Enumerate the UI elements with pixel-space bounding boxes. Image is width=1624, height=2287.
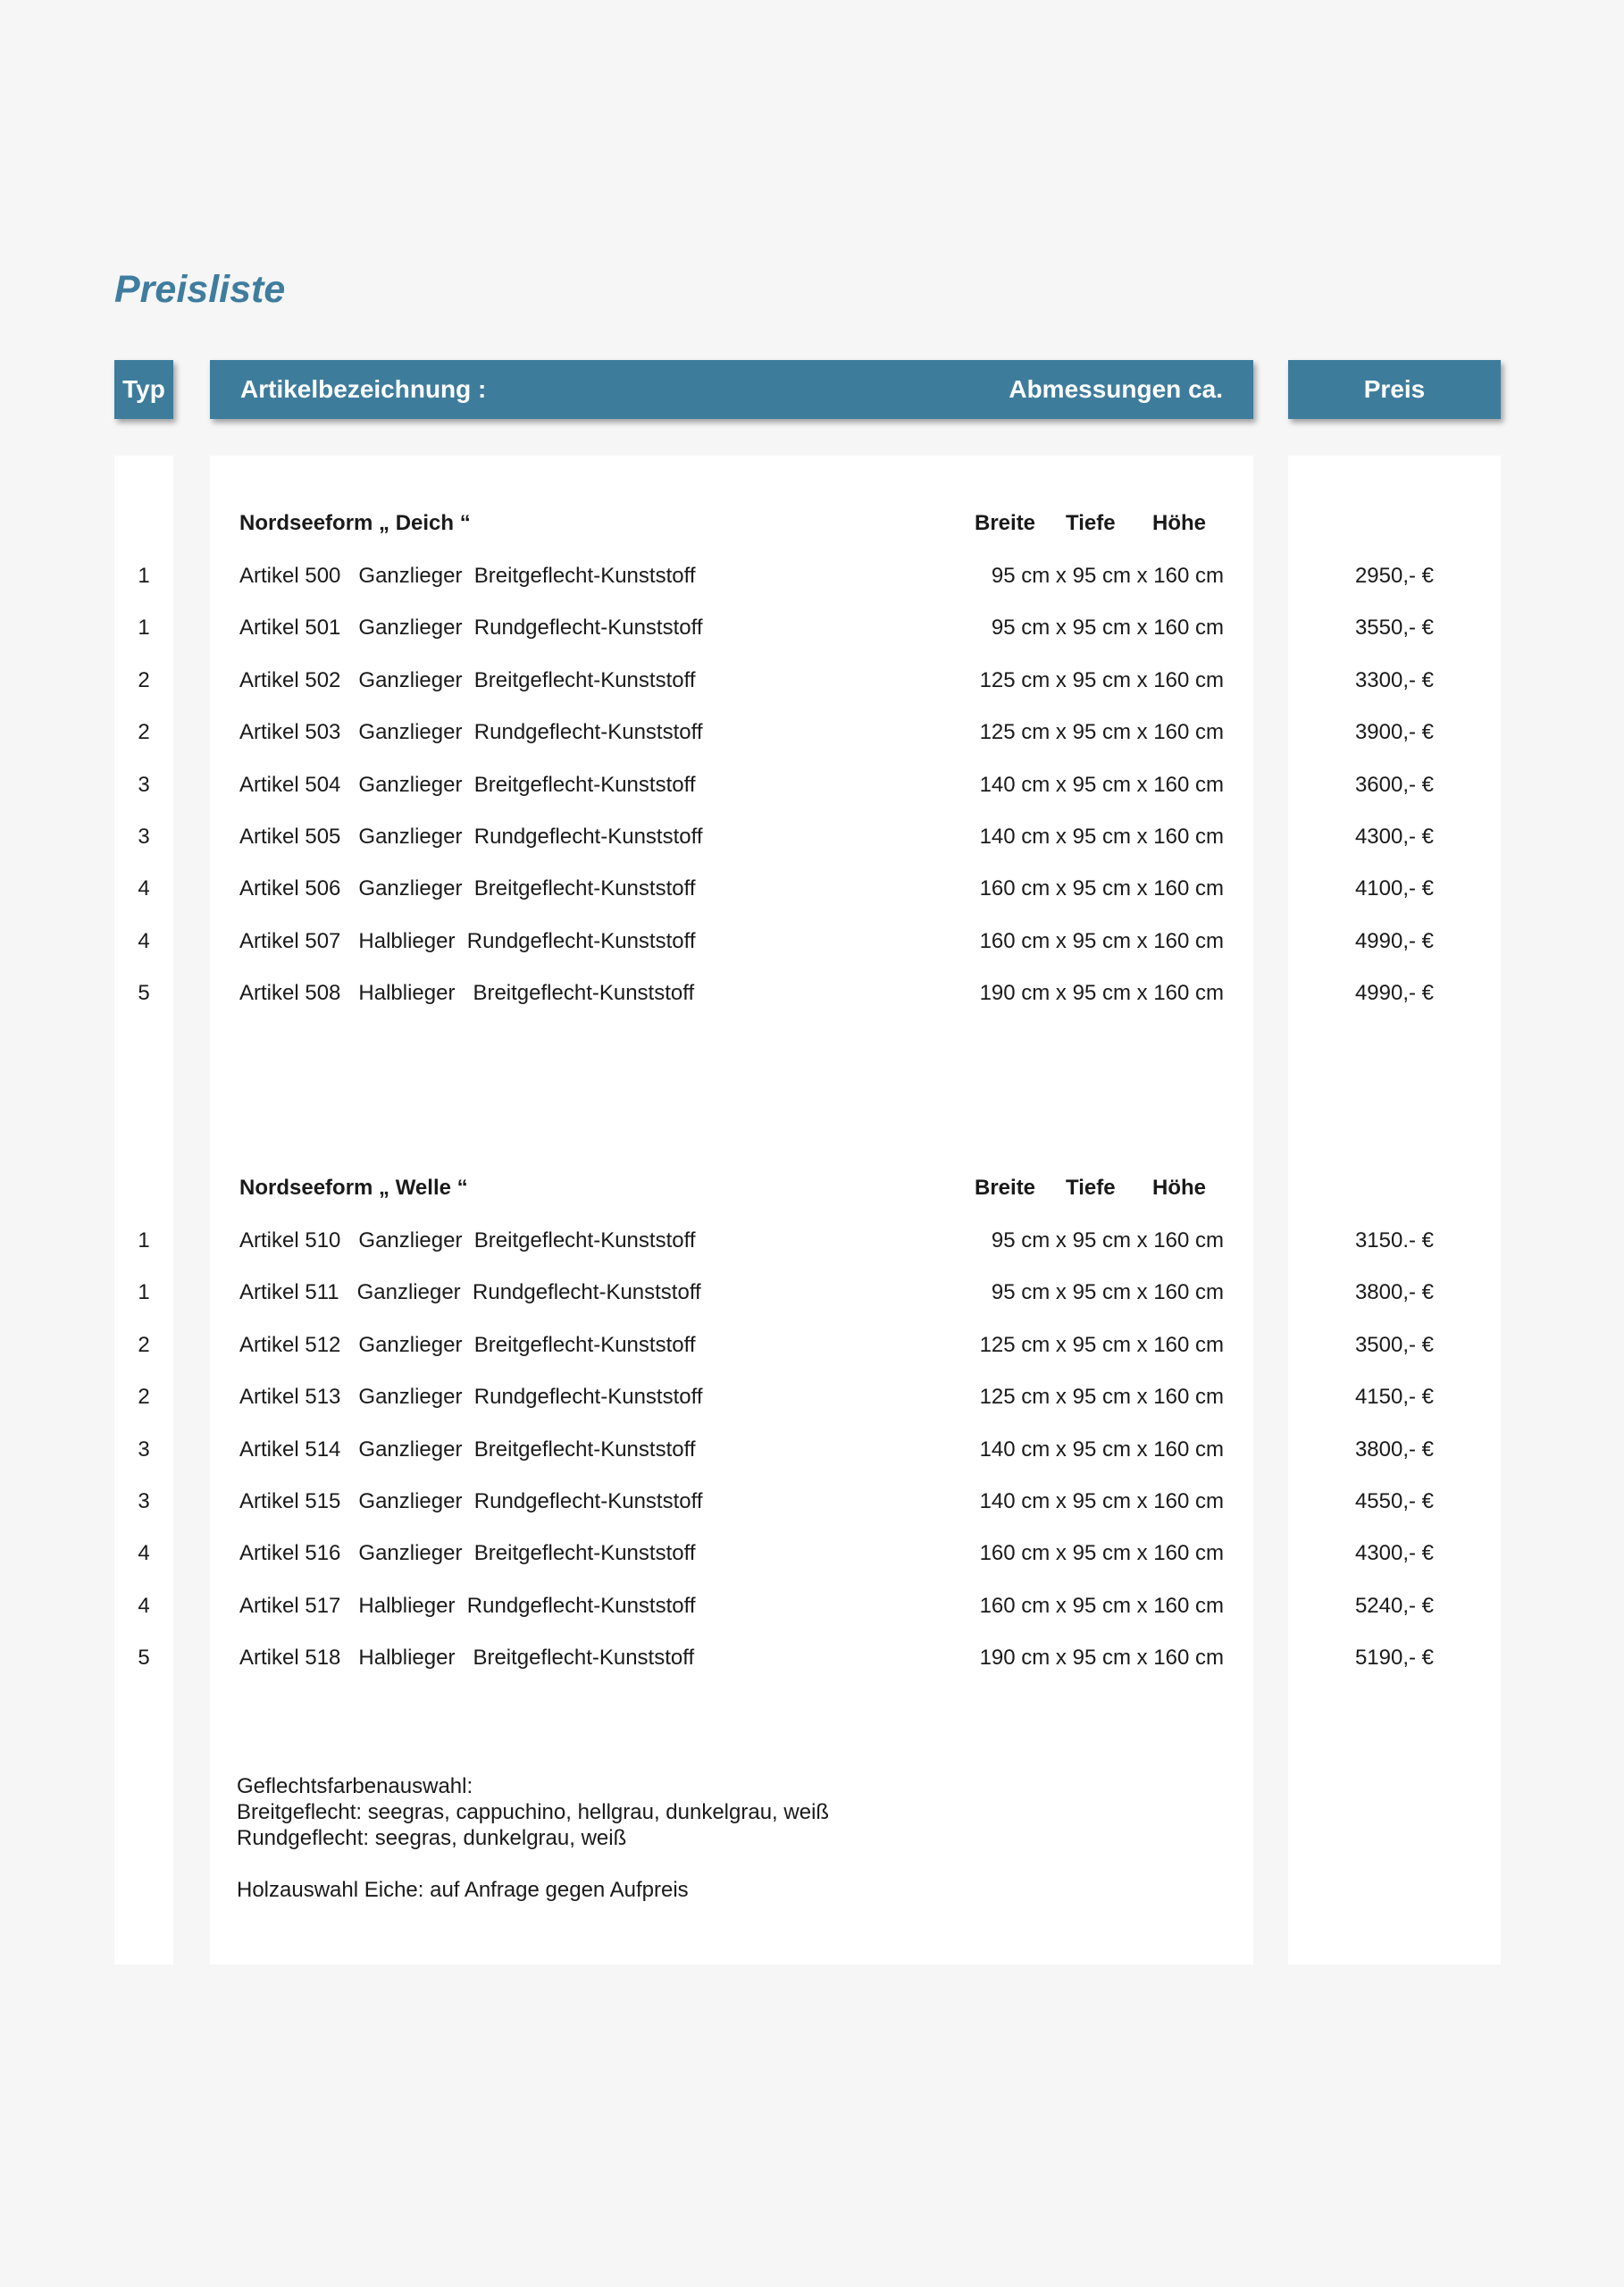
row-abmessungen: 140 cm x 95 cm x 160 cm bbox=[979, 1437, 1224, 1462]
row-typ: 3 bbox=[138, 1437, 150, 1462]
row-preis: 3800,- € bbox=[1354, 1280, 1435, 1305]
dim-header-hoehe: Höhe bbox=[1152, 1176, 1206, 1200]
row-preis: 4990,- € bbox=[1354, 981, 1435, 1006]
notes-line: Rundgeflecht: seegras, dunkelgrau, weiß bbox=[237, 1826, 627, 1850]
row-typ: 1 bbox=[138, 616, 150, 641]
row-abmessungen: 125 cm x 95 cm x 160 cm bbox=[979, 720, 1224, 745]
row-preis: 3550,- € bbox=[1354, 616, 1435, 641]
notes-line bbox=[237, 1851, 829, 1877]
row-preis: 4300,- € bbox=[1354, 1541, 1435, 1566]
row-preis: 3150.- € bbox=[1354, 1227, 1435, 1252]
section-title: Nordseeform „ Welle “ bbox=[239, 1176, 468, 1200]
row-artikel: Artikel 507 Halblieger Rundgeflecht-Kunststoff bbox=[239, 928, 696, 953]
dim-header-hoehe: Höhe bbox=[1152, 511, 1206, 535]
row-abmessungen: 160 cm x 95 cm x 160 cm bbox=[979, 876, 1224, 901]
row-artikel: Artikel 503 Ganzlieger Rundgeflecht-Kunststoff bbox=[239, 720, 703, 745]
row-preis: 4550,- € bbox=[1354, 1488, 1435, 1513]
row-typ: 5 bbox=[138, 1646, 150, 1671]
row-abmessungen: 125 cm x 95 cm x 160 cm bbox=[979, 667, 1224, 692]
row-typ: 2 bbox=[138, 1385, 150, 1410]
page-title: Preisliste bbox=[114, 268, 286, 311]
row-typ: 3 bbox=[138, 824, 150, 849]
row-typ: 1 bbox=[138, 1280, 150, 1305]
row-abmessungen: 190 cm x 95 cm x 160 cm bbox=[979, 981, 1224, 1006]
row-abmessungen: 190 cm x 95 cm x 160 cm bbox=[979, 1646, 1224, 1671]
row-abmessungen: 140 cm x 95 cm x 160 cm bbox=[979, 772, 1224, 797]
row-preis: 4990,- € bbox=[1354, 928, 1435, 953]
row-abmessungen: 125 cm x 95 cm x 160 cm bbox=[979, 1385, 1224, 1410]
row-preis: 3300,- € bbox=[1354, 667, 1435, 692]
row-artikel: Artikel 517 Halblieger Rundgeflecht-Kunststoff bbox=[239, 1593, 696, 1618]
dim-header-tiefe: Tiefe bbox=[1066, 1176, 1116, 1200]
section-title: Nordseeform „ Deich “ bbox=[239, 511, 471, 535]
row-artikel: Artikel 514 Ganzlieger Breitgeflecht-Kunststoff bbox=[239, 1437, 696, 1462]
notes-line: Breitgeflecht: seegras, cappuchino, hellgrau, dunkelgrau, weiß bbox=[237, 1800, 830, 1824]
row-preis: 4150,- € bbox=[1354, 1385, 1435, 1410]
row-abmessungen: 160 cm x 95 cm x 160 cm bbox=[979, 1593, 1224, 1618]
row-typ: 3 bbox=[138, 1488, 150, 1513]
row-artikel: Artikel 516 Ganzlieger Breitgeflecht-Kunststoff bbox=[239, 1541, 696, 1566]
row-artikel: Artikel 513 Ganzlieger Rundgeflecht-Kunststoff bbox=[239, 1385, 703, 1410]
notes-line: Holzauswahl Eiche: auf Anfrage gegen Aufpreis bbox=[237, 1878, 689, 1902]
dim-header-breite: Breite bbox=[975, 1176, 1036, 1200]
header-typ-label: Typ bbox=[122, 375, 165, 403]
row-abmessungen: 160 cm x 95 cm x 160 cm bbox=[979, 928, 1224, 953]
row-artikel: Artikel 501 Ganzlieger Rundgeflecht-Kunststoff bbox=[239, 616, 703, 641]
row-abmessungen: 140 cm x 95 cm x 160 cm bbox=[979, 824, 1224, 849]
row-artikel: Artikel 508 Halblieger Breitgeflecht-Kunststoff bbox=[239, 981, 695, 1006]
header-typ bbox=[114, 360, 173, 419]
row-preis: 3900,- € bbox=[1354, 720, 1435, 745]
row-artikel: Artikel 504 Ganzlieger Breitgeflecht-Kunststoff bbox=[239, 772, 696, 797]
header-abmessungen-label: Abmessungen ca. bbox=[1009, 375, 1223, 403]
dim-header-tiefe: Tiefe bbox=[1066, 511, 1116, 535]
row-preis: 3600,- € bbox=[1354, 772, 1435, 797]
row-typ: 1 bbox=[138, 1227, 150, 1252]
row-typ: 4 bbox=[138, 928, 150, 953]
dim-header-breite: Breite bbox=[975, 511, 1036, 535]
row-preis: 4100,- € bbox=[1354, 876, 1435, 901]
row-typ: 4 bbox=[138, 1541, 150, 1566]
row-artikel: Artikel 505 Ganzlieger Rundgeflecht-Kunststoff bbox=[239, 824, 703, 849]
row-artikel: Artikel 511 Ganzlieger Rundgeflecht-Kunststoff bbox=[239, 1280, 701, 1305]
notes-line: Geflechtsfarbenauswahl: bbox=[237, 1774, 473, 1798]
row-preis: 4300,- € bbox=[1354, 824, 1435, 849]
row-typ: 2 bbox=[138, 720, 150, 745]
header-preis bbox=[1288, 360, 1501, 419]
row-abmessungen: 95 cm x 95 cm x 160 cm bbox=[991, 1227, 1224, 1252]
row-abmessungen: 160 cm x 95 cm x 160 cm bbox=[979, 1541, 1224, 1566]
notes-block bbox=[237, 1773, 829, 1903]
row-abmessungen: 95 cm x 95 cm x 160 cm bbox=[991, 563, 1224, 588]
row-typ: 4 bbox=[138, 876, 150, 901]
header-artikel-label: Artikelbezeichnung : bbox=[240, 375, 487, 403]
header-preis-label: Preis bbox=[1363, 375, 1426, 403]
row-preis: 2950,- € bbox=[1354, 563, 1435, 588]
row-abmessungen: 140 cm x 95 cm x 160 cm bbox=[979, 1488, 1224, 1513]
row-preis: 5190,- € bbox=[1354, 1646, 1435, 1671]
row-preis: 3800,- € bbox=[1354, 1437, 1435, 1462]
row-preis: 3500,- € bbox=[1354, 1332, 1435, 1357]
row-typ: 5 bbox=[138, 981, 150, 1006]
row-typ: 2 bbox=[138, 1332, 150, 1357]
row-artikel: Artikel 515 Ganzlieger Rundgeflecht-Kunststoff bbox=[239, 1488, 703, 1513]
row-artikel: Artikel 500 Ganzlieger Breitgeflecht-Kunststoff bbox=[239, 563, 696, 588]
row-artikel: Artikel 506 Ganzlieger Breitgeflecht-Kunststoff bbox=[239, 876, 696, 901]
row-artikel: Artikel 510 Ganzlieger Breitgeflecht-Kunststoff bbox=[239, 1227, 696, 1252]
row-abmessungen: 95 cm x 95 cm x 160 cm bbox=[991, 1280, 1224, 1305]
row-typ: 3 bbox=[138, 772, 150, 797]
row-artikel: Artikel 518 Halblieger Breitgeflecht-Kunststoff bbox=[239, 1646, 695, 1671]
row-typ: 1 bbox=[138, 563, 150, 588]
row-abmessungen: 125 cm x 95 cm x 160 cm bbox=[979, 1332, 1224, 1357]
row-artikel: Artikel 502 Ganzlieger Breitgeflecht-Kunststoff bbox=[239, 667, 696, 692]
row-preis: 5240,- € bbox=[1354, 1593, 1435, 1618]
row-abmessungen: 95 cm x 95 cm x 160 cm bbox=[991, 616, 1224, 641]
header-artikel bbox=[210, 360, 1253, 419]
row-typ: 4 bbox=[138, 1593, 150, 1618]
row-typ: 2 bbox=[138, 667, 150, 692]
row-artikel: Artikel 512 Ganzlieger Breitgeflecht-Kunststoff bbox=[239, 1332, 696, 1357]
